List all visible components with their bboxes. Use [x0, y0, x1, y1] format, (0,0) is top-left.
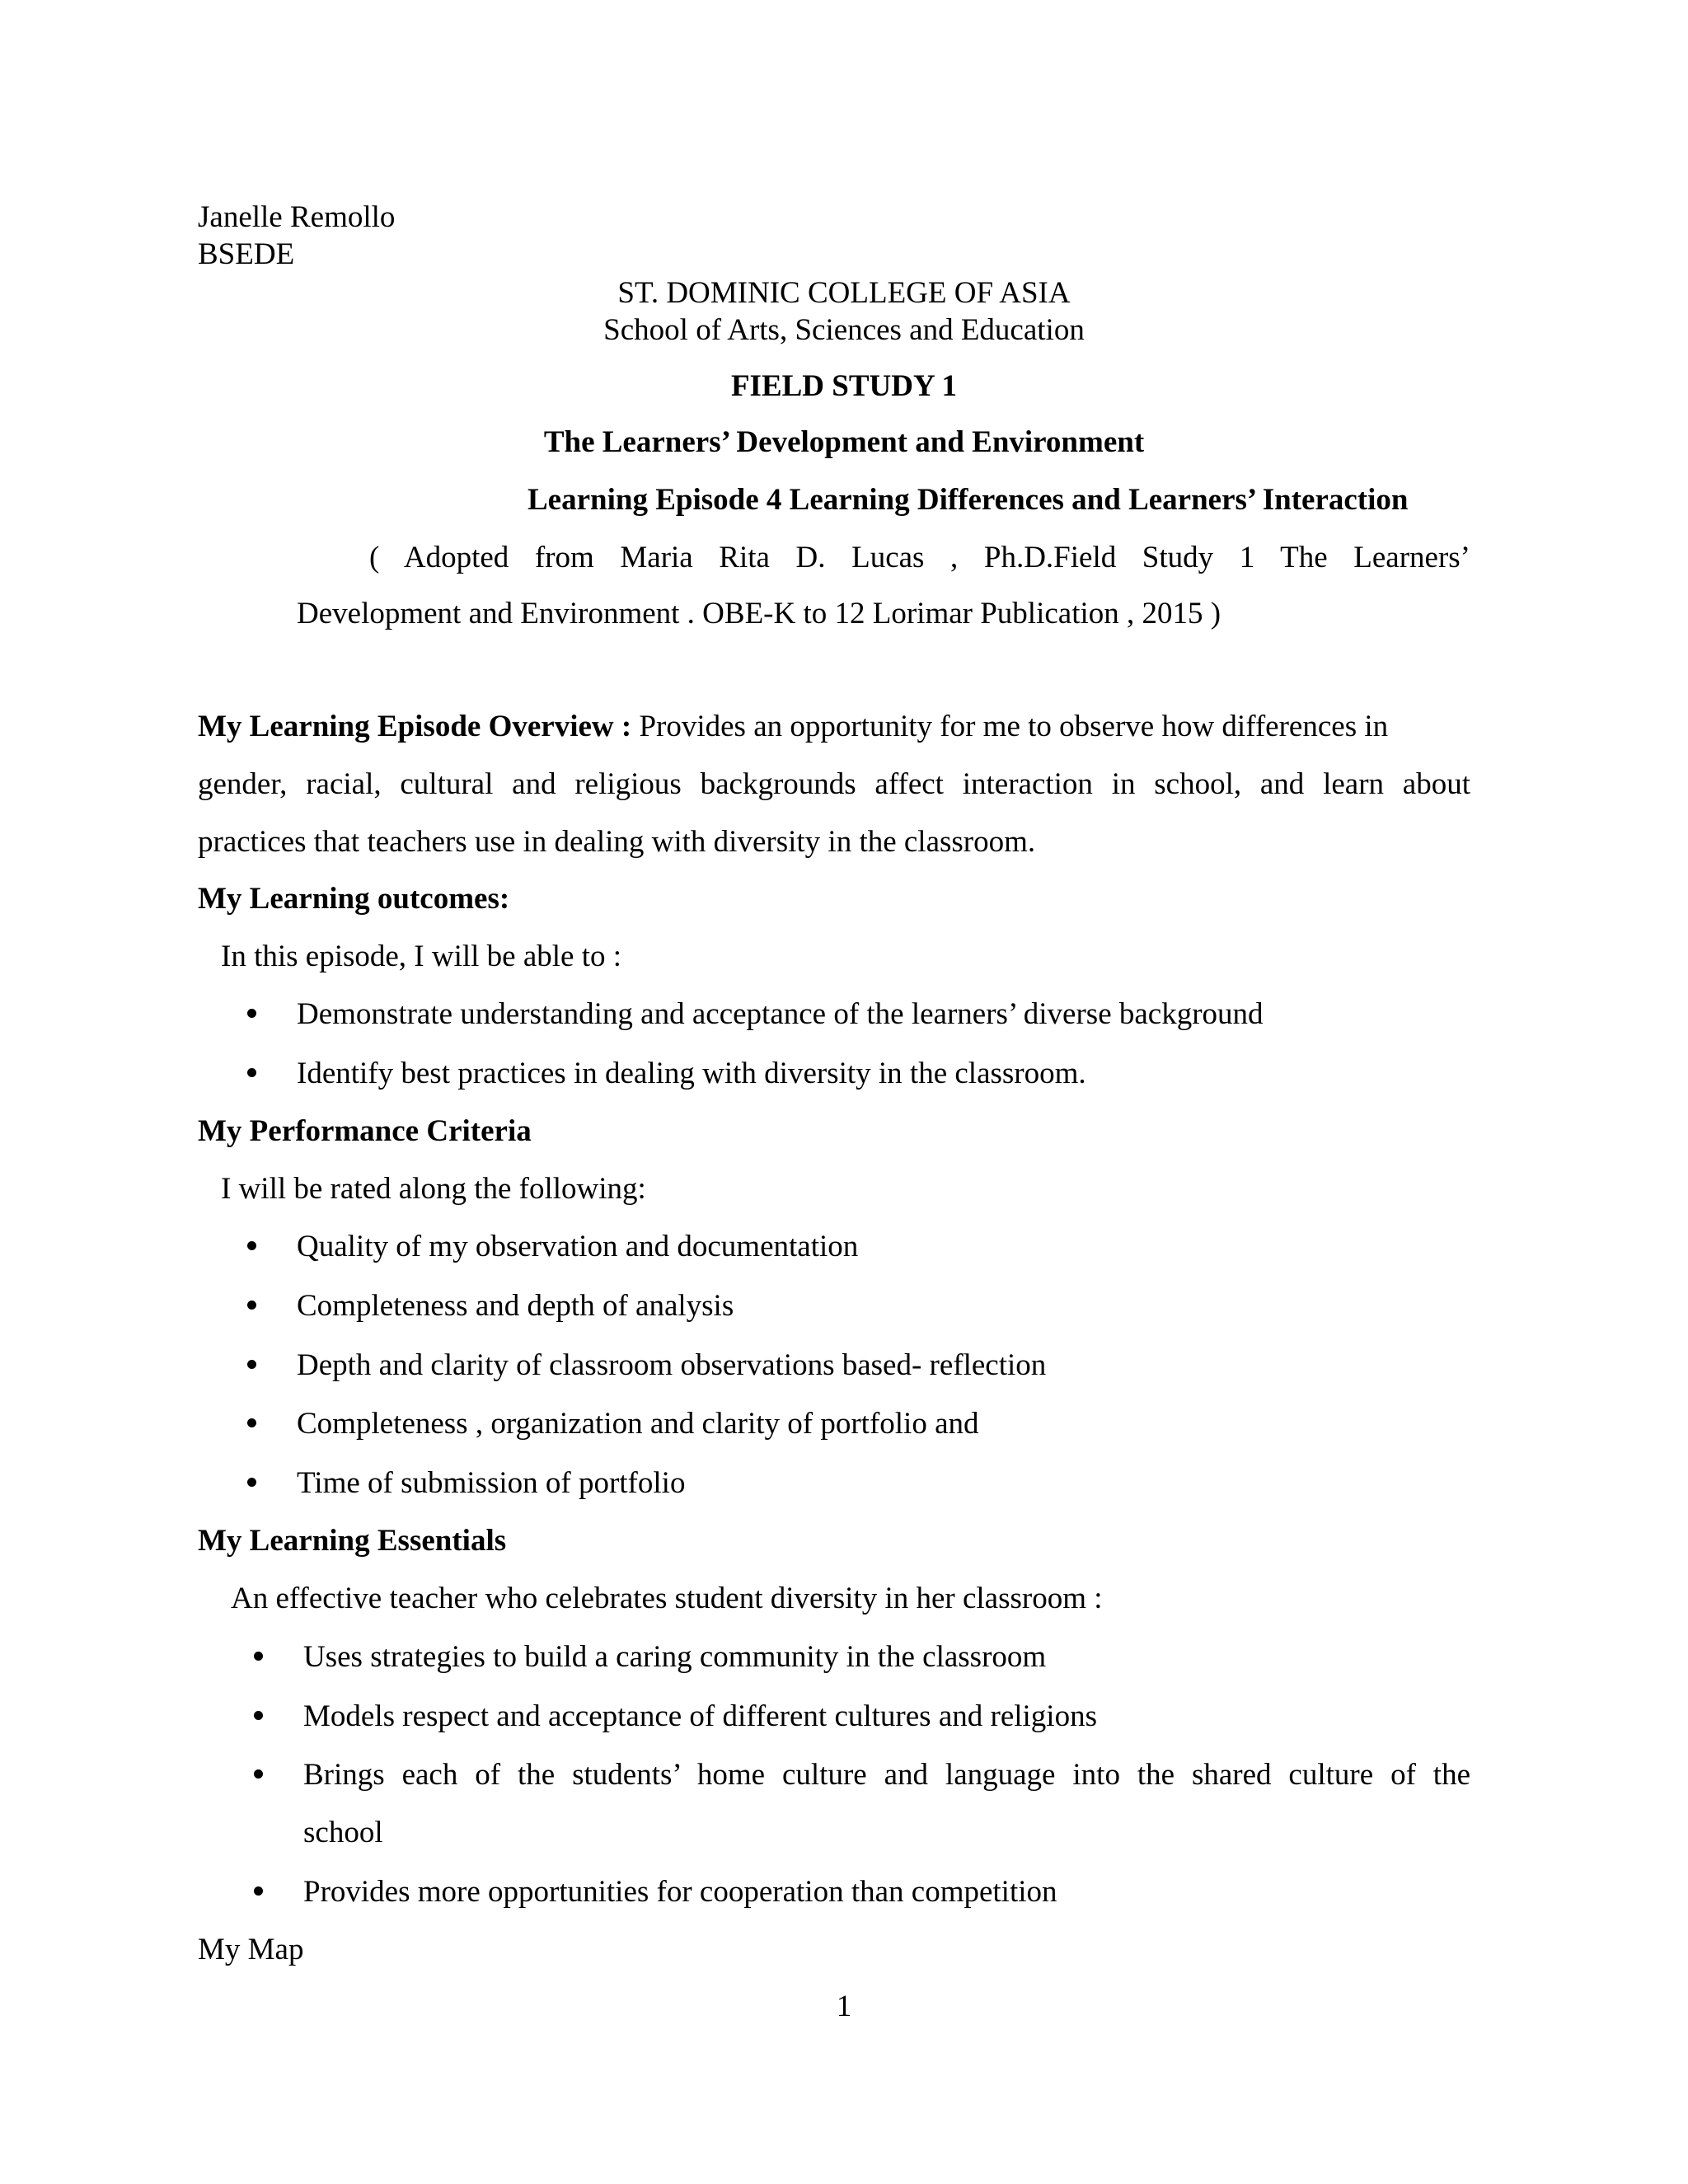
bullet-icon	[254, 1769, 263, 1779]
course-subtitle: The Learners’ Development and Environment	[543, 425, 1145, 459]
page-number: 1	[836, 1990, 852, 2023]
citation-line-1: ( Adopted from Maria Rita D. Lucas , Ph.D.Field Study 1 The Learners’	[369, 541, 1470, 574]
essentials-item: Brings each of the students’ home culture and language into the shared culture of the	[303, 1758, 1470, 1792]
bullet-icon	[247, 1009, 256, 1018]
overview-text-3: practices that teachers use in dealing with diversity in the classroom.	[198, 825, 1036, 859]
department-name: School of Arts, Sciences and Education	[603, 313, 1085, 347]
bullet-icon	[254, 1652, 263, 1661]
criteria-item: Time of submission of portfolio	[297, 1466, 686, 1500]
bullet-icon	[254, 1886, 263, 1896]
bullet-icon	[247, 1068, 256, 1077]
overview-text-2: gender, racial, cultural and religious backgrounds affect interaction in school, and learn about	[198, 767, 1470, 801]
criteria-item: Completeness and depth of analysis	[297, 1289, 734, 1323]
essentials-item-continuation: school	[303, 1816, 383, 1849]
outcome-item: Identify best practices in dealing with diversity in the classroom.	[297, 1057, 1086, 1090]
bullet-icon	[247, 1478, 256, 1487]
essentials-item: Uses strategies to build a caring community in the classroom	[303, 1640, 1047, 1674]
essentials-heading: My Learning Essentials	[198, 1524, 507, 1558]
criteria-item: Depth and clarity of classroom observations based- reflection	[297, 1348, 1047, 1382]
criteria-item: Completeness , organization and clarity of portfolio and	[297, 1407, 979, 1441]
bullet-icon	[247, 1360, 256, 1369]
essentials-intro: An effective teacher who celebrates student diversity in her classroom :	[231, 1582, 1103, 1615]
outcomes-heading: My Learning outcomes:	[198, 882, 510, 916]
school-name: ST. DOMINIC COLLEGE OF ASIA	[617, 276, 1071, 310]
essentials-item: Models respect and acceptance of different cultures and religions	[303, 1699, 1097, 1733]
author-name: Janelle Remollo	[198, 200, 396, 234]
episode-title: Learning Episode 4 Learning Differences and Learners’ Interaction	[528, 483, 1409, 517]
citation-line-2: Development and Environment . OBE-K to 12 Lorimar Publication , 2015 )	[297, 597, 1221, 630]
overview-text-1: Provides an opportunity for me to observe how differences in	[639, 710, 1389, 743]
course-title: FIELD STUDY 1	[730, 369, 958, 403]
criteria-item: Quality of my observation and documentation	[297, 1230, 859, 1263]
outcome-item: Demonstrate understanding and acceptance of the learners’ diverse background	[297, 997, 1264, 1031]
bullet-icon	[254, 1711, 263, 1720]
criteria-intro: I will be rated along the following:	[221, 1172, 646, 1206]
bullet-icon	[247, 1418, 256, 1427]
criteria-heading: My Performance Criteria	[198, 1114, 532, 1148]
bullet-icon	[247, 1301, 256, 1310]
map-heading: My Map	[198, 1933, 304, 1966]
bullet-icon	[247, 1241, 256, 1250]
outcomes-intro: In this episode, I will be able to :	[221, 940, 622, 973]
overview-heading: My Learning Episode Overview :	[198, 710, 632, 743]
essentials-item: Provides more opportunities for cooperation than competition	[303, 1875, 1057, 1909]
overview-first-line	[198, 711, 1388, 742]
author-program: BSEDE	[198, 237, 295, 271]
